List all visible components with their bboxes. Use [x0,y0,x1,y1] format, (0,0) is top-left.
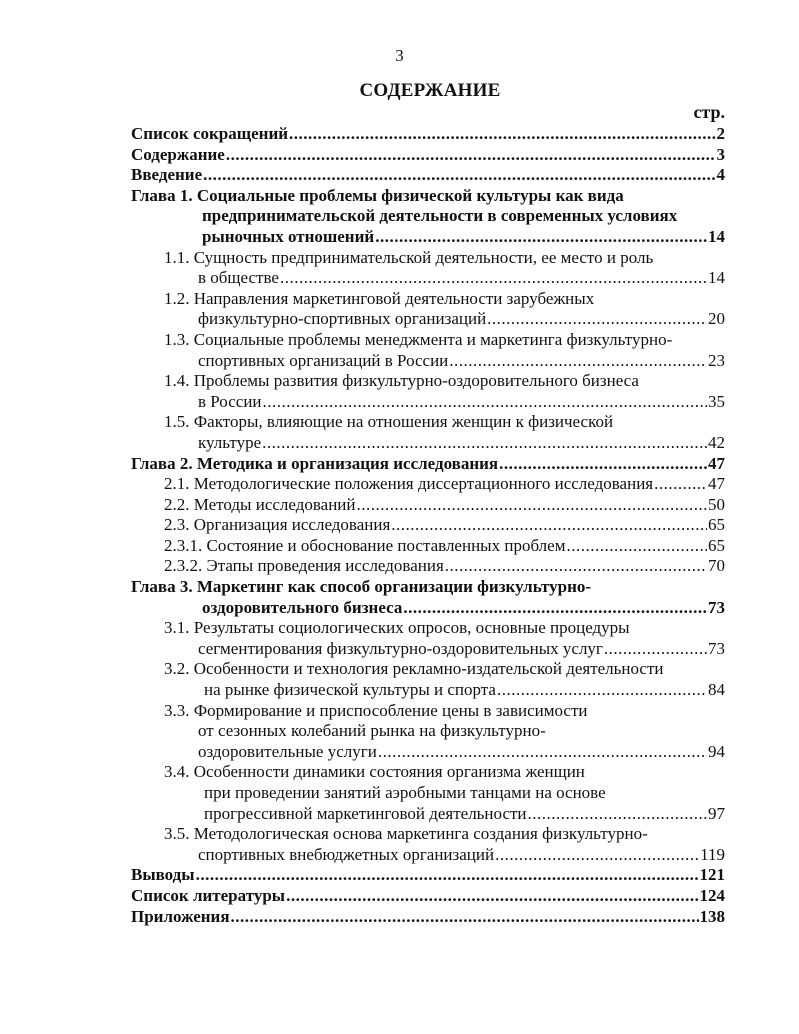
toc-entry-abbreviations[interactable] [131,124,725,145]
toc-entry-text: 3.5. Методологическая основа маркетинга создания физкультурно- [164,824,648,844]
toc-entry-text: Список сокращений [131,124,289,143]
toc-entry-text: 3.1. Результаты социологических опросов, основные процедуры [164,618,630,638]
leader-dots [203,165,715,186]
leader-dots [445,556,707,577]
toc-page-number: 20 [708,309,725,329]
leader-dots [497,680,707,701]
toc-page-number: 23 [708,350,725,370]
leader-dots [226,145,716,166]
leader-dots [528,804,707,825]
leader-dots [378,742,707,763]
toc-chapter-1[interactable] [131,186,725,248]
toc-section-3-5[interactable] [131,824,725,865]
toc-entry-appendices[interactable] [131,907,725,928]
toc-entry-text: Введение [131,165,203,185]
toc-page-number: 3 [716,144,725,164]
toc-page-number: 42 [708,432,725,452]
toc-entry-text: Список литературы [131,885,286,905]
toc-page-number: 73 [708,638,725,658]
leader-dots [280,268,707,289]
toc-entry-text: 3.4. Особенности динамики состояния организма женщин [164,762,585,782]
toc-section-1-5[interactable] [131,412,725,453]
leader-dots [231,907,699,928]
toc-entry-text: 2.3.1. Состояние и обоснование поставленных проблем [164,535,566,555]
leader-dots [654,474,707,495]
table-of-contents [131,124,725,927]
toc-page-number: 84 [708,680,725,700]
leader-dots [604,639,707,660]
toc-page-number: 119 [700,844,725,864]
leader-dots [289,124,715,145]
toc-entry-text: Содержание [131,144,225,164]
toc-section-2-3-2[interactable] [131,556,725,577]
toc-entry-text-cont: при проведении занятий аэробными танцами на основе [204,783,606,802]
leader-dots [449,351,707,372]
toc-entry-text: 3.3. Формирование и приспособление цены в зависимости [164,700,588,720]
toc-entry-text-cont: в обществе [198,268,279,288]
toc-page-number: 73 [708,597,725,617]
toc-page-number: 94 [708,741,725,761]
toc-section-2-2[interactable] [131,495,725,516]
toc-entry-text-cont: на рынке физической культуры и спорта [204,680,496,700]
toc-section-2-1[interactable] [131,474,725,495]
toc-page-number: 47 [708,474,725,494]
toc-entry-text: 2.2. Методы исследований [164,494,356,514]
toc-entry-text-cont: спортивных внебюджетных организаций [198,844,495,864]
toc-entry-text-cont: культуре [198,432,262,452]
toc-entry-text: Приложения [131,906,230,926]
toc-section-2-3-1[interactable] [131,536,725,557]
toc-entry-references[interactable] [131,886,725,907]
toc-entry-text-cont: оздоровительного бизнеса [202,597,403,617]
leader-dots [196,865,699,886]
toc-entry-text: 2.3.2. Этапы проведения исследования [164,556,444,576]
toc-page-number: 47 [708,453,725,473]
toc-section-1-2[interactable] [131,289,725,330]
toc-page-number: 70 [708,556,725,576]
toc-page-number: 2 [716,124,725,143]
toc-entry-text: Глава 1. Социальные проблемы физической культуры как вида [131,185,624,205]
toc-entry-text-cont: предпринимательской деятельности в современных условиях [202,206,678,226]
toc-section-1-4[interactable] [131,371,725,412]
toc-chapter-3[interactable] [131,577,725,618]
toc-entry-text: 1.3. Социальные проблемы менеджмента и маркетинга физкультурно- [164,329,673,349]
leader-dots [495,845,699,866]
toc-entry-text: Глава 2. Методика и организация исследования [131,453,499,473]
toc-entry-text-cont: прогрессивной маркетинговой деятельности [204,803,527,823]
leader-dots [566,536,707,557]
toc-entry-text-cont: рыночных отношений [202,226,375,246]
toc-entry-text-cont: сегментирования физкультурно-оздоровительных услуг [198,638,603,658]
toc-entry-text: Глава 3. Маркетинг как способ организации физкультурно- [131,577,592,597]
toc-page-number: 121 [699,865,725,885]
page-column-label: стр. [693,102,725,122]
leader-dots [403,598,707,619]
toc-section-1-1[interactable] [131,248,725,289]
toc-chapter-2[interactable] [131,454,725,475]
toc-page-number: 65 [708,535,725,555]
page-number: 3 [395,46,404,65]
toc-page-number: 97 [708,803,725,823]
toc-entry-text-cont: физкультурно-спортивных организаций [198,309,487,329]
leader-dots [262,433,707,454]
toc-page-number: 14 [708,226,725,246]
leader-dots [286,886,698,907]
toc-section-3-4[interactable] [131,762,725,824]
toc-entry-text: 1.2. Направления маркетинговой деятельности зарубежных [164,288,595,308]
toc-page-number: 138 [699,906,725,926]
leader-dots [263,392,707,413]
toc-section-2-3[interactable] [131,515,725,536]
toc-entry-text: 1.1. Сущность предпринимательской деятельности, ее место и роль [164,247,654,267]
toc-entry-text: Выводы [131,865,195,885]
toc-entry-text: 2.1. Методологические положения диссертационного исследования [164,474,654,494]
toc-entry-text: 1.4. Проблемы развития физкультурно-оздоровительного бизнеса [164,371,639,391]
toc-page-number: 14 [708,268,725,288]
toc-section-3-3[interactable] [131,701,725,763]
toc-page-number: 65 [708,515,725,535]
toc-entry-text-cont: в России [198,391,262,411]
toc-section-3-1[interactable] [131,618,725,659]
toc-entry-text-cont: от сезонных колебаний рынка на физкультурно- [198,721,546,741]
page-title: СОДЕРЖАНИЕ [359,80,501,101]
toc-entry-conclusions[interactable] [131,865,725,886]
toc-entry-text-cont: спортивных организаций в России [198,350,449,370]
toc-entry-text: 2.3. Организация исследования [164,515,391,535]
toc-entry-contents[interactable] [131,145,725,166]
toc-page-number: 50 [708,494,725,514]
toc-section-3-2[interactable] [131,659,725,700]
toc-section-1-3[interactable] [131,330,725,371]
toc-page-number: 35 [708,391,725,411]
leader-dots [375,227,707,248]
leader-dots [357,495,707,516]
toc-entry-introduction[interactable] [131,165,725,186]
toc-page-number: 4 [716,165,725,185]
leader-dots [487,309,707,330]
toc-entry-text-cont: оздоровительные услуги [198,741,377,761]
toc-entry-text: 3.2. Особенности и технология рекламно-издательской деятельности [164,659,664,679]
toc-entry-text: 1.5. Факторы, влияющие на отношения женщин к физической [164,412,614,432]
toc-page-number: 124 [699,885,725,905]
leader-dots [391,515,707,536]
leader-dots [499,454,707,475]
